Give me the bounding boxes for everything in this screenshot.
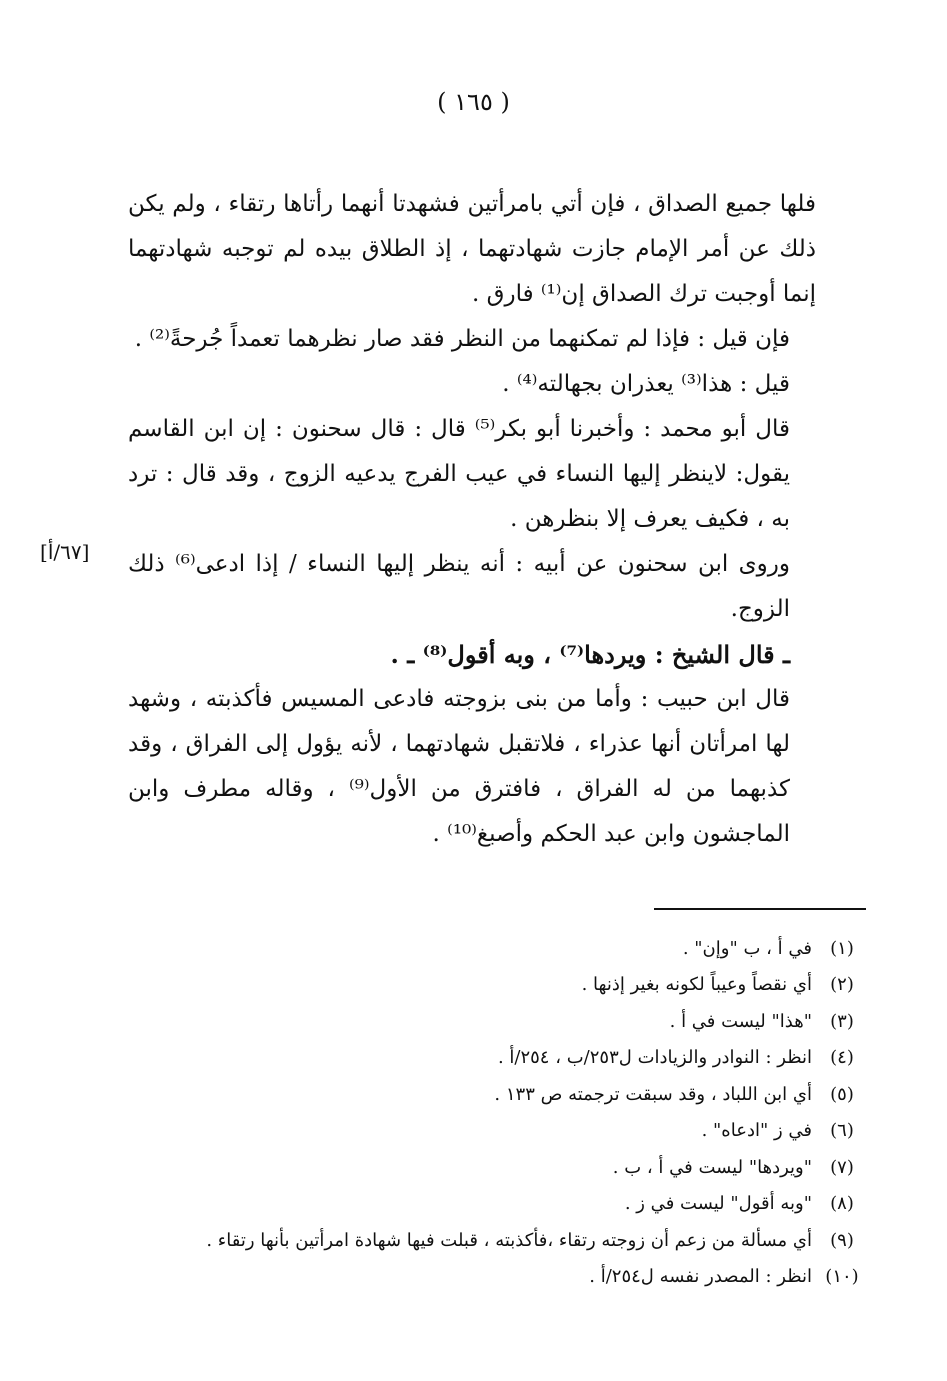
paragraph-3: قيل : هذا⁽³⁾ يعذران بجهالته⁽⁴⁾ .: [502, 371, 790, 397]
footnote: [150, 1040, 872, 1077]
main-text: [128, 182, 816, 857]
footnote-number: (١): [830, 937, 854, 959]
footnote-number: (٩): [830, 1229, 854, 1251]
footnotes: [150, 930, 872, 1295]
footnote-text: انظر : المصدر نفسه ل٢٥٤/أ .: [589, 1266, 812, 1288]
page-number: ( ١٦٥ ): [437, 88, 510, 116]
footnote-divider: [654, 908, 866, 910]
footnote-number: (٢): [830, 974, 854, 996]
footnote-text: "وبه أقول" ليست في ز .: [624, 1193, 812, 1215]
footnote-number: (٦): [830, 1120, 854, 1142]
footnote-text: أي نقصاً وعيباً لكونه بغير إذنها .: [581, 974, 812, 996]
footnote: [150, 1186, 872, 1223]
paragraph-4: قال أبو محمد : وأخبرنا أبو بكر⁽⁵⁾ قال : قال سحنون : إن ابن القاسم يقول: لاينظر إليها النساء في عيب الفرج يدعيه الزوج ، وقد قال : ترد به ، فكيف يعرف إلا بنظرهن .: [128, 416, 790, 532]
footnote-text: "هذا" ليست في أ .: [669, 1010, 812, 1032]
paragraph-1: فلها جميع الصداق ، فإن أتي بامرأتين فشهدتا أنهما رأتاها رتقاء ، ولم يكن ذلك عن أمر الإمام جازت شهادتهما ، إذ الطلاق بيده لم توجبه شهادتهما إنما أوجبت ترك الصداق إن⁽¹⁾ فارق .: [128, 191, 816, 307]
footnote: [150, 1149, 872, 1186]
footnote-number: (٥): [830, 1083, 854, 1105]
footnote: [150, 967, 872, 1004]
footnote-text: "ويردها" ليست في أ ، ب .: [612, 1156, 812, 1178]
paragraph-2: فإن قيل : فإذا لم تمكنهما من النظر فقد صار نظرهما تعمداً جُرحةً⁽²⁾ .: [134, 326, 790, 352]
footnote: [150, 1222, 872, 1259]
paragraph-7: قال ابن حبيب : وأما من بنى بزوجته فادعى المسيس فأكذبته ، وشهد لها امرأتان أنها عذراء ، فلاتقبل شهادتهما ، لأنه يؤول إلى الفراق ، وقد كذبهما من له الفراق ، فافترق من الأول⁽⁹⁾ ، وقاله مطرف وابن الماجشون وابن عبد الحكم وأصبغ⁽¹⁰⁾ .: [128, 686, 790, 847]
footnote-number: (١٠): [825, 1266, 859, 1288]
footnote: [150, 1259, 872, 1296]
footnote: [150, 1076, 872, 1113]
footnote-text: في ز "ادعاه" .: [701, 1120, 812, 1142]
paragraph-6-sheikh: ـ قال الشيخ : ويردها⁽⁷⁾ ، وبه أقول⁽⁸⁾ ـ .: [390, 640, 790, 669]
footnote: [150, 1113, 872, 1150]
footnote-number: (٨): [830, 1193, 854, 1215]
footnote-text: انظر : النوادر والزيادات ل٢٥٣/ب ، ٢٥٤/أ .: [497, 1047, 812, 1069]
footnote-text: أي مسألة من زعم أن زوجته رتقاء ،فأكذبته ، قبلت فيها شهادة امرأتين بأنها رتقاء .: [206, 1229, 812, 1251]
margin-folio-reference: [٦٧/أ]: [40, 540, 90, 564]
footnote-text: أي ابن اللباد ، وقد سبقت ترجمته ص ١٣٣ .: [494, 1083, 812, 1105]
footnote-number: (٧): [830, 1156, 854, 1178]
footnote-number: (٤): [830, 1047, 854, 1069]
footnote-number: (٣): [830, 1010, 854, 1032]
footnote-text: في أ ، ب "وإن" .: [682, 937, 812, 959]
footnote: [150, 1003, 872, 1040]
footnote: [150, 930, 872, 967]
paragraph-5: وروى ابن سحنون عن أبيه : أنه ينظر إليها النساء / إذا ادعى⁽⁶⁾ ذلك الزوج.: [128, 551, 791, 622]
